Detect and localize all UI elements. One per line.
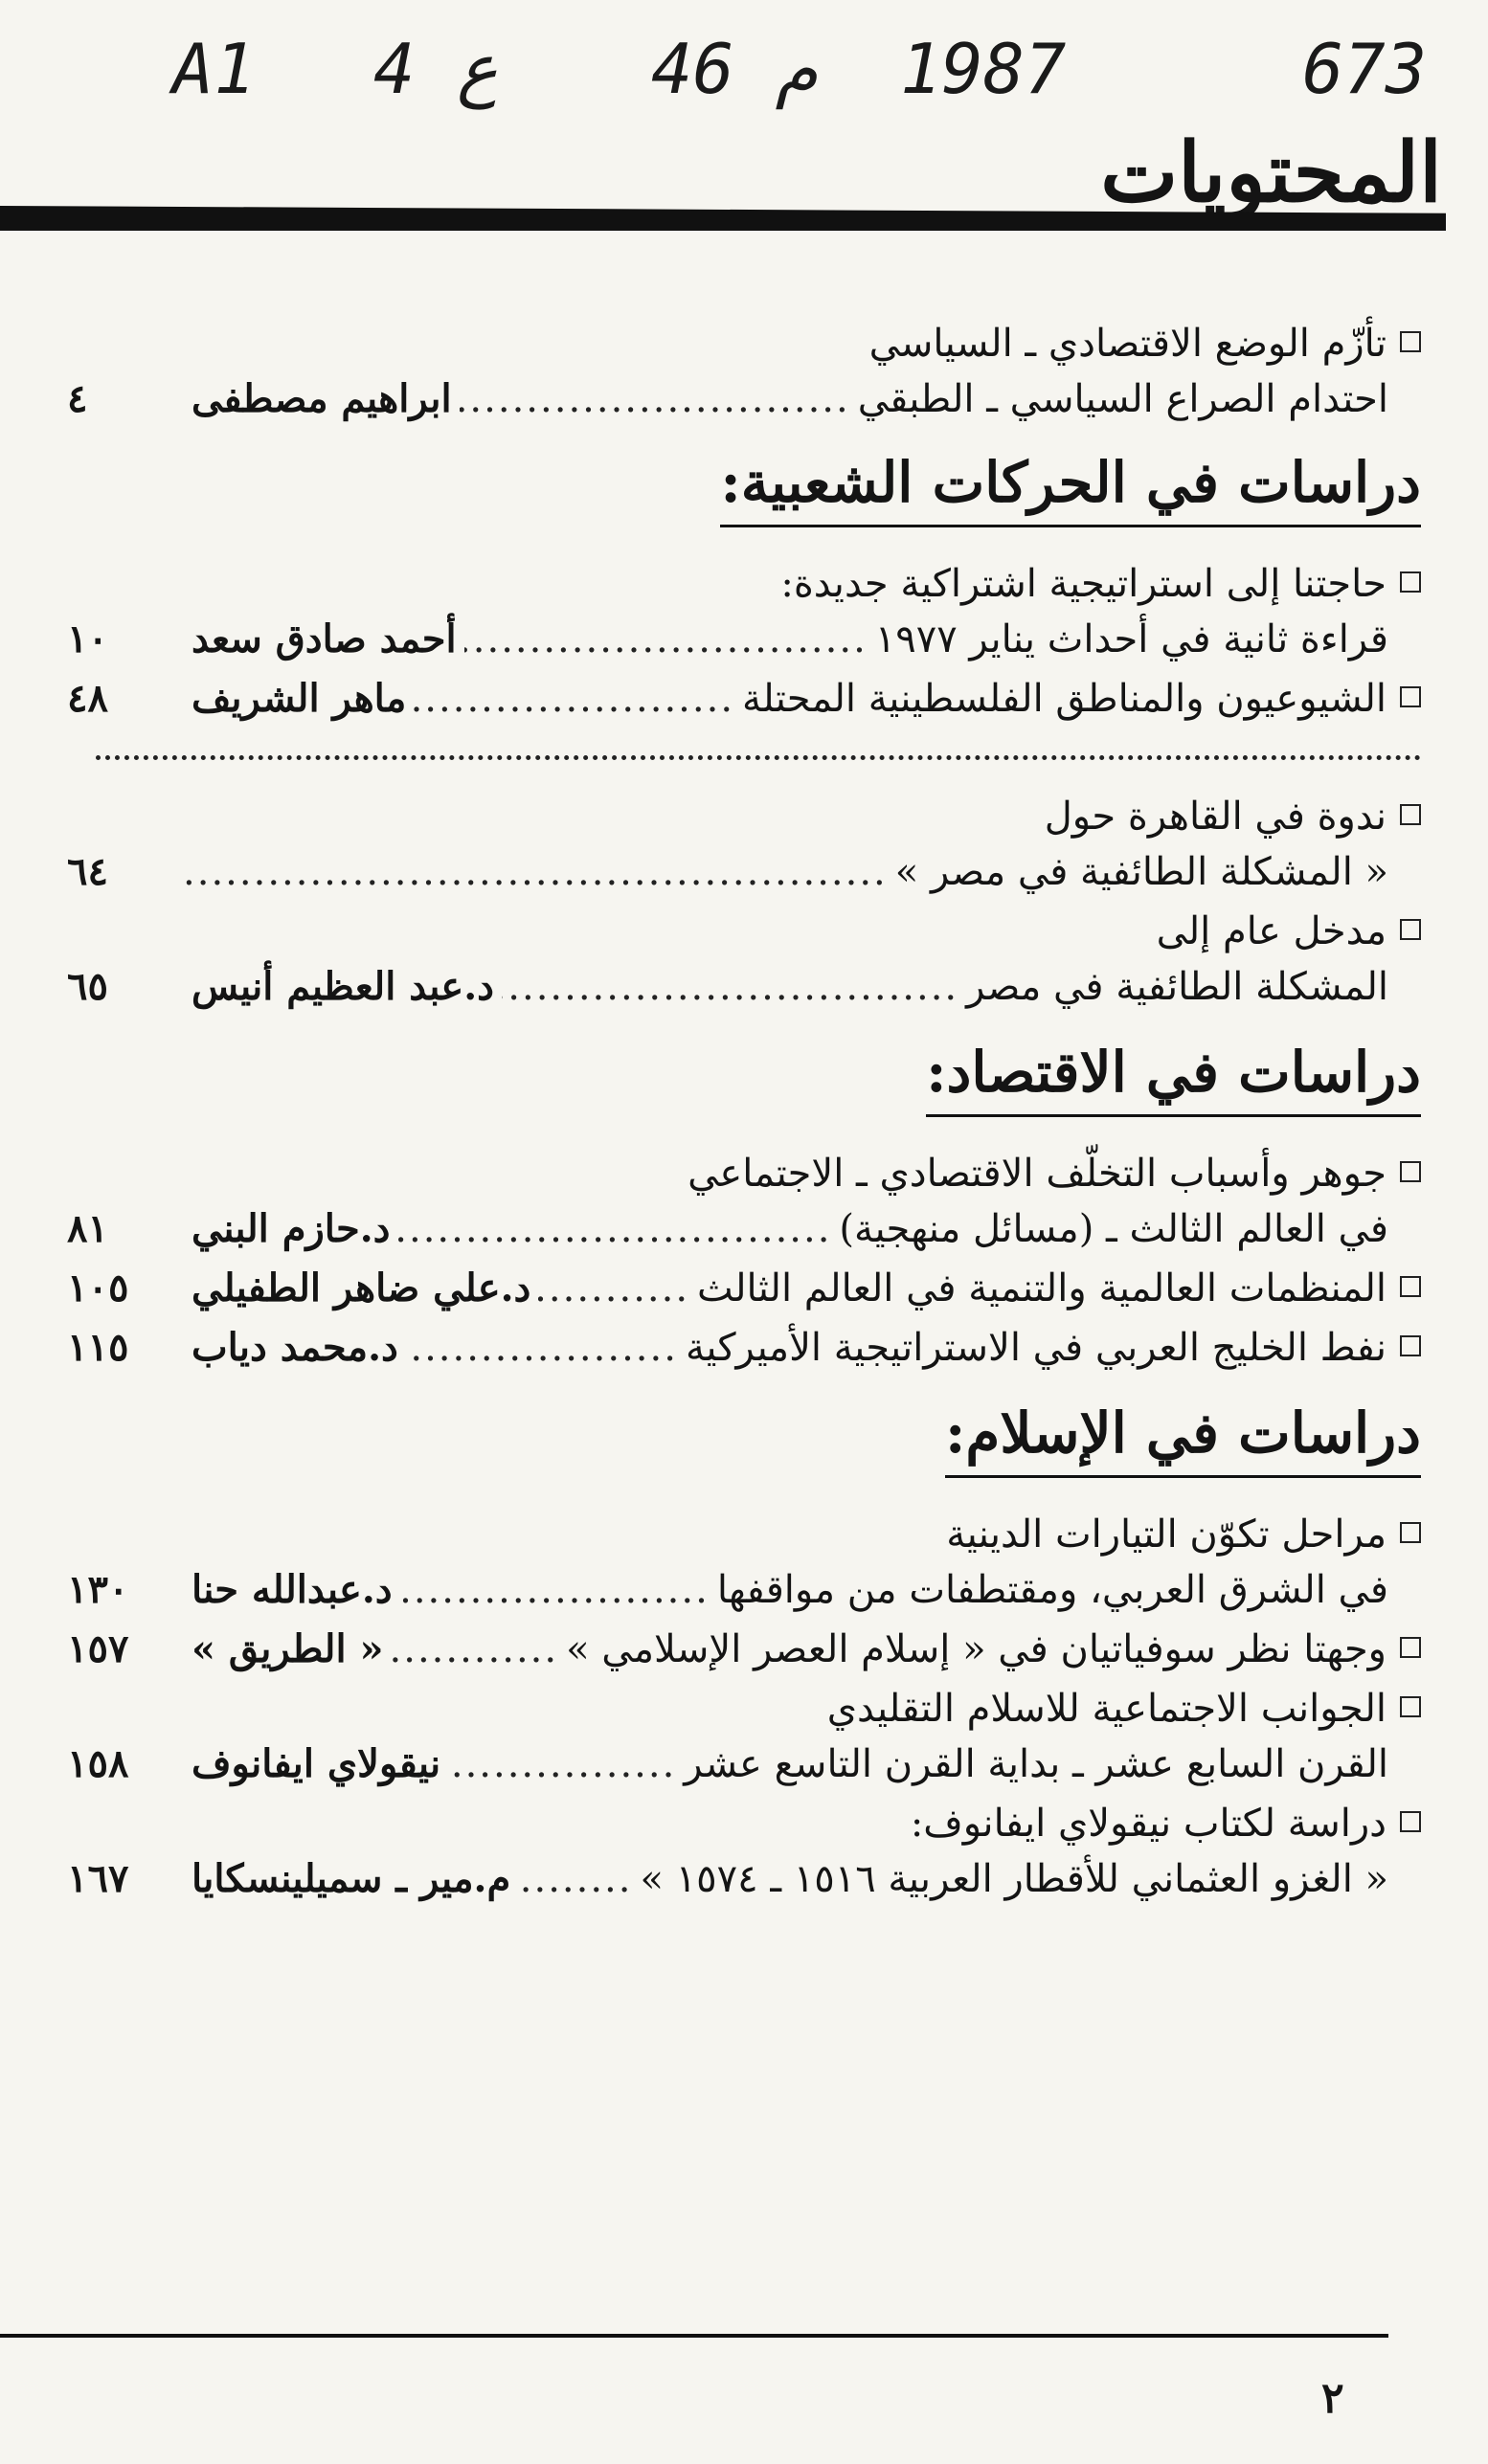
entry-page: ١٣٠ xyxy=(67,1567,129,1612)
entry-author: أحمد صادق سعد xyxy=(192,616,457,661)
entry-title: القرن السابع عشر ـ بداية القرن التاسع عشر xyxy=(684,1742,1388,1786)
square-bullet-icon xyxy=(1400,331,1421,352)
entry-page: ١٥٨ xyxy=(67,1741,129,1786)
entry-author: د.عبد العظيم أنيس xyxy=(192,964,494,1009)
entry-author: د.حازم البني xyxy=(192,1206,391,1251)
entry-title: « الغزو العثماني للأقطار العربية ١٥١٦ ـ ١٥٧٤ » xyxy=(640,1857,1388,1901)
hand-text-3: 46 م xyxy=(651,29,818,109)
entry-title: الجوانب الاجتماعية للاسلام التقليدي xyxy=(826,1687,1387,1731)
entry-title: في العالم الثالث ـ (مسائل منهجية) xyxy=(839,1207,1388,1251)
square-bullet-icon xyxy=(1400,1276,1421,1297)
entry-title: مراحل تكوّن التيارات الدينية xyxy=(946,1512,1387,1557)
entry-page: ١٠٥ xyxy=(67,1266,129,1310)
entry-title: وجهتا نظر سوفياتيان في « إسلام العصر الإسلامي » xyxy=(566,1627,1387,1671)
page-title: المحتويات xyxy=(1100,124,1442,221)
toc-entry xyxy=(67,1146,1421,1257)
entry-title: مدخل عام إلى xyxy=(1156,909,1387,953)
toc-entry xyxy=(67,556,1421,667)
toc-entry xyxy=(67,671,1421,727)
square-bullet-icon xyxy=(1400,804,1421,825)
toc-entry xyxy=(67,1320,1421,1376)
entry-title: المشكلة الطائفية في مصر xyxy=(966,965,1388,1009)
toc-entry xyxy=(67,316,1421,427)
entry-author: نيقولاي ايفانوف xyxy=(192,1741,441,1786)
toc-entry xyxy=(67,1622,1421,1677)
entry-title: نفط الخليج العربي في الاستراتيجية الأميركية xyxy=(685,1326,1387,1370)
page-number: ٢ xyxy=(1321,2374,1344,2423)
footer-rule xyxy=(0,2334,1388,2338)
square-bullet-icon xyxy=(1400,1696,1421,1717)
entry-author: د.محمد دياب xyxy=(192,1325,398,1370)
toc-entry xyxy=(67,1261,1421,1316)
entry-author: د.علي ضاهر الطفيلي xyxy=(192,1266,531,1310)
section-heading: دراسات في الحركات الشعبية: xyxy=(720,450,1421,527)
entry-page: ٦٤ xyxy=(67,849,108,894)
hand-text-2: 4 ع xyxy=(373,29,499,109)
entry-author: « الطريق » xyxy=(192,1626,384,1671)
entry-title: تأزّم الوضع الاقتصادي ـ السياسي xyxy=(868,322,1387,366)
entry-author: ماهر الشريف xyxy=(192,676,407,721)
section-heading: دراسات في الاقتصاد: xyxy=(926,1040,1421,1117)
square-bullet-icon xyxy=(1400,571,1421,593)
entry-page: ٦٥ xyxy=(67,964,108,1009)
square-bullet-icon xyxy=(1400,1637,1421,1658)
entry-page: ١١٥ xyxy=(67,1325,129,1370)
entry-title: المنظمات العالمية والتنمية في العالم الثالث xyxy=(697,1266,1387,1310)
entry-title: جوهر وأسباب التخلّف الاقتصادي ـ الاجتماعي xyxy=(688,1152,1387,1196)
entry-author: د.عبدالله حنا xyxy=(192,1567,393,1612)
entry-author: م.مير ـ سميلينسكايا xyxy=(192,1856,511,1901)
section-heading: دراسات في الإسلام: xyxy=(945,1400,1421,1478)
hand-text-4: 1987 xyxy=(900,29,1067,109)
handwritten-annotation xyxy=(0,19,1488,124)
entry-page: ١٥٧ xyxy=(67,1626,129,1671)
hand-text-1: A1 xyxy=(172,29,256,109)
entry-page: ٤ xyxy=(67,376,88,421)
entry-title: « المشكلة الطائفية في مصر » xyxy=(894,850,1388,894)
square-bullet-icon xyxy=(1400,919,1421,940)
toc-entry xyxy=(67,1796,1421,1907)
entry-page: ١٠ xyxy=(67,616,108,661)
square-bullet-icon xyxy=(1400,1811,1421,1832)
entry-title: حاجتنا إلى استراتيجية اشتراكية جديدة: xyxy=(780,562,1387,606)
dotted-divider xyxy=(96,755,1421,760)
entry-page: ٨١ xyxy=(67,1206,108,1251)
entry-title: دراسة لكتاب نيقولاي ايفانوف: xyxy=(910,1802,1387,1846)
entry-author: ابراهيم مصطفى xyxy=(192,376,452,421)
toc-entry xyxy=(67,789,1421,900)
toc-entry xyxy=(67,1681,1421,1792)
entry-title: في الشرق العربي، ومقتطفات من مواقفها xyxy=(716,1568,1388,1612)
square-bullet-icon xyxy=(1400,1161,1421,1182)
toc-entry xyxy=(67,1507,1421,1618)
entry-page: ١٦٧ xyxy=(67,1856,129,1901)
hand-text-5: 673 xyxy=(1302,29,1428,109)
entry-title: احتدام الصراع السياسي ـ الطبقي xyxy=(857,377,1388,421)
entry-page: ٤٨ xyxy=(67,676,108,721)
entry-title: الشيوعيون والمناطق الفلسطينية المحتلة xyxy=(742,677,1387,721)
square-bullet-icon xyxy=(1400,1522,1421,1543)
square-bullet-icon xyxy=(1400,686,1421,707)
toc xyxy=(67,316,1421,1911)
toc-entry xyxy=(67,904,1421,1015)
entry-title: ندوة في القاهرة حول xyxy=(1044,795,1387,839)
square-bullet-icon xyxy=(1400,1335,1421,1356)
entry-title: قراءة ثانية في أحداث يناير ١٩٧٧ xyxy=(874,617,1388,661)
